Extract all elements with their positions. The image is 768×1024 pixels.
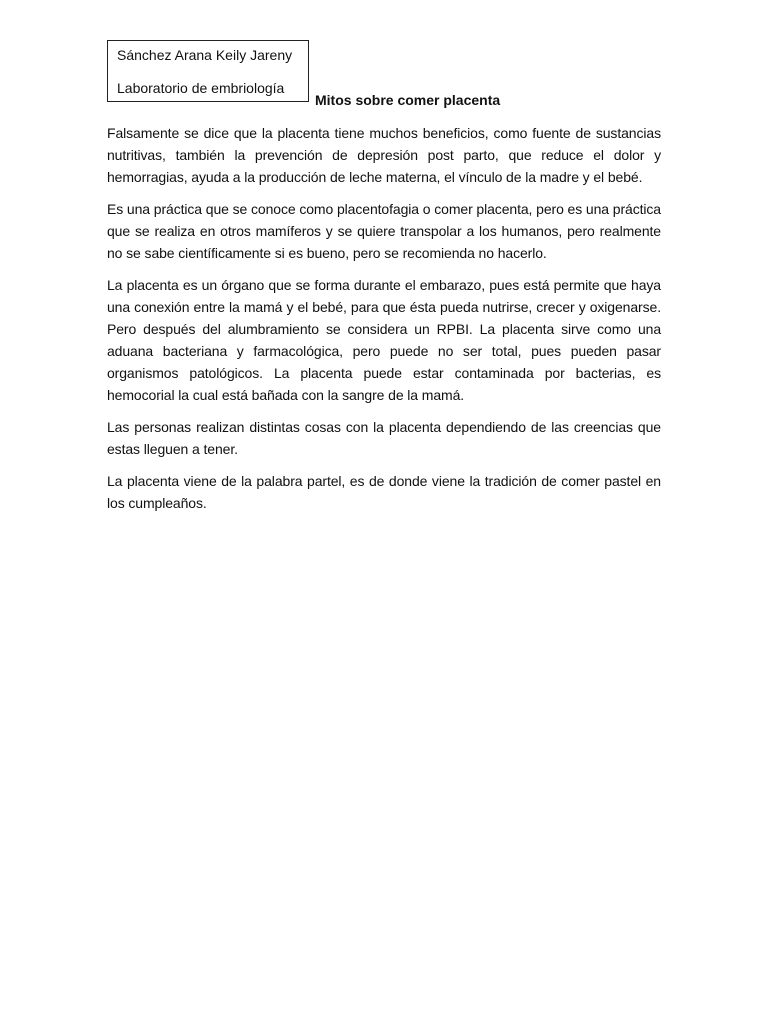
paragraph-5: La placenta viene de la palabra partel, es de donde viene la tradición de comer pastel en los cumpleaños. [107, 473, 661, 511]
course-name: Laboratorio de embriología [117, 80, 285, 96]
document-title: Mitos sobre comer placenta [315, 92, 501, 108]
header-info-box [107, 40, 309, 102]
paragraph-1: Falsamente se dice que la placenta tiene muchos beneficios, como fuente de sustancias nutritivas, también la prevención de depresión post parto, que reduce el dolor y hemorragias, ayuda a la producción de leche materna, el vínculo de la madre y el bebé. [107, 125, 661, 185]
paragraph-2: Es una práctica que se conoce como placentofagia o comer placenta, pero es una práctica que se realiza en otros mamíferos y se quiere transpolar a los humanos, pero realmente no se sabe científicamente si es bueno, pero se recomienda no hacerlo. [107, 201, 661, 261]
paragraph-3: La placenta es un órgano que se forma durante el embarazo, pues está permite que haya una conexión entre la mamá y el bebé, para que ésta pueda nutrirse, crecer y oxigenarse. Pero después del alumbramiento se considera un RPBI. La placenta sirve como una aduana bacteriana y farmacológica, pero puede no ser total, pues pueden pasar organismos patológicos. La placenta puede estar contaminada por bacterias, es hemocorial la cual está bañada con la sangre de la mamá. [107, 277, 661, 403]
author-name: Sánchez Arana Keily Jareny [117, 47, 293, 63]
paragraph-4: Las personas realizan distintas cosas con la placenta dependiendo de las creencias que estas lleguen a tener. [107, 419, 661, 457]
document-body [107, 122, 661, 524]
